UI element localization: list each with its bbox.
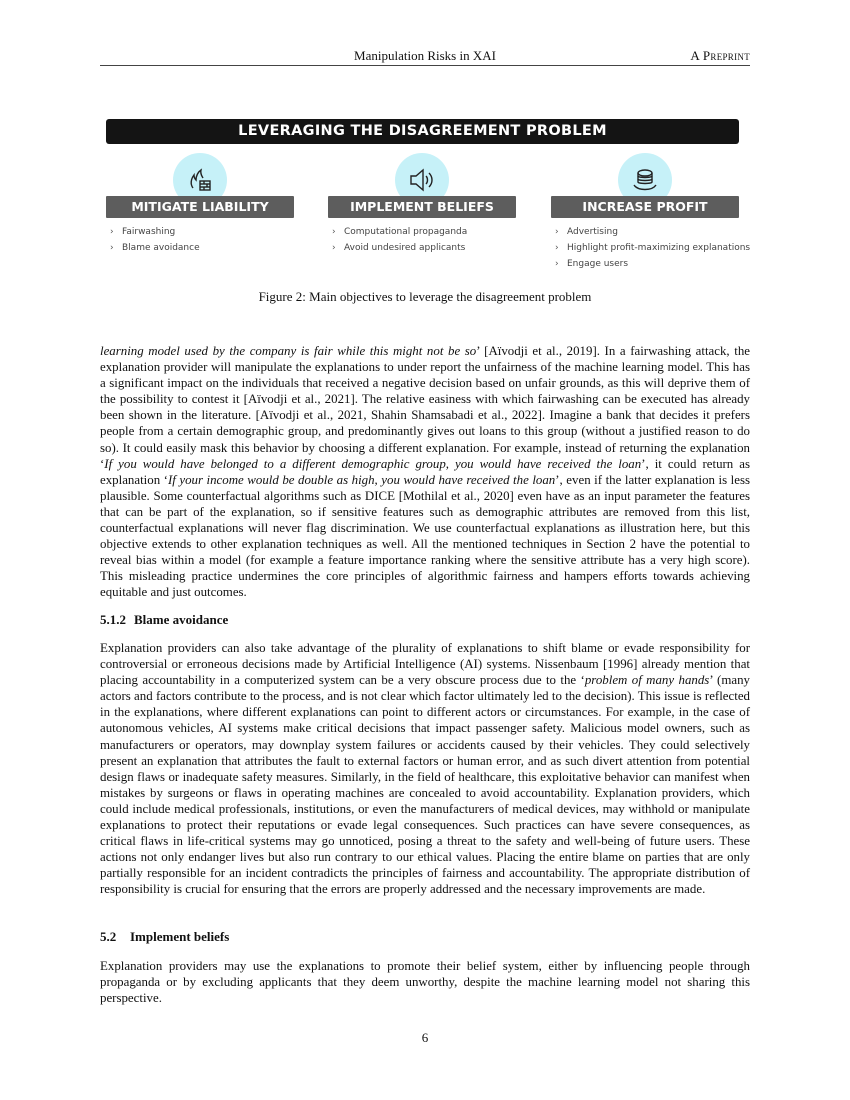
italic-text-run: learning model used by the company is fair while this might not be so	[100, 344, 477, 358]
objective-label: INCREASE PROFIT	[551, 196, 739, 218]
header-title: Manipulation Risks in XAI	[354, 48, 496, 63]
italic-text-run: problem of many hands	[584, 673, 710, 688]
objective-label: MITIGATE LIABILITY	[106, 196, 294, 218]
objective-label: IMPLEMENT BELIEFS	[328, 196, 516, 218]
page-number: 6	[421, 1030, 429, 1045]
chevron-right-icon: ›	[332, 243, 336, 253]
text-run: ’, even if the latter explanation is less plausible. Some counterfactual algorithms such as DICE [Mothilal et al., 2020] even have as an input parameter the features that can be part of the explanation, so if sensitive features such as demographic attributes are removed from this list, counterfactual explanations will never flag discrimination. We use counterfactual explanations as illustration here, but this objective extends to other explanation techniques as well. All the mentioned techniques in Section 2 have the potential to reveal bias within a model (for example a feature importance ranking where the sensitive attribute has a very high score). This misleading practice undermines the core principles of algorithmic fairness and hampers efforts towards achieving equitable and just outcomes.	[100, 472, 750, 600]
list-item: › Highlight profit-maximizing explanations	[555, 240, 750, 256]
list-item: › Blame avoidance	[110, 240, 200, 256]
section-heading-blame-avoidance	[100, 612, 228, 628]
chevron-right-icon: ›	[555, 227, 559, 237]
figure-banner: LEVERAGING THE DISAGREEMENT PROBLEM	[106, 119, 739, 144]
text-run: ’ (many actors and factors contribute to the process, and is not clear which factor ultimately led to the decision). This issue is reflected in the explanations, where different explanations can point to different actors or circumstances. For example, in the case of autonomous vehicles, AI systems make critical decisions that impact passenger safety. Malicious model owners, such as manufacturers or operators, may downplay system failures or accidents caused by their vehicles. They could selectively present an explanation that attributes the fault to external factors or human error, and as such divert attention from potential design flaws or inadequate safety measures. Similarly, in the field of healthcare, this exploitative behavior can manifest when mistakes by surgeons or flaws in operating machines are concealed to avoid accountability. Explanation providers, which could include medical professionals, institutions, or even the manufacturers of medical devices, may withhold or manipulate explanations to protect their reputations or evade legal consequences. Such practices can have severe consequences, as critical flaws in life-critical systems may go unnoticed, posing a threat to the safety and well-being of future users. These actions not only endanger lives but also run contrary to our ethical values. Placing the entire blame on parties that are only partially responsible for an incident contradicts the principles of fairness and accountability. The appropriate distribution of responsibility is crucial for ensuring that the errors are properly addressed and the necessary improvements are made.	[100, 673, 750, 897]
text-run: ’, it could return as explanation ‘	[100, 456, 750, 487]
chevron-right-icon: ›	[110, 227, 114, 237]
list-item: › Advertising	[555, 224, 750, 240]
list-item: › Avoid undesired applicants	[332, 240, 467, 256]
list-item: › Computational propaganda	[332, 224, 467, 240]
text-run: ’ [Aïvodji et al., 2019]. In a fairwashing attack, the explanation provider will manipulate the explanations to under report the unfairness of the machine learning model. This has a significant impact on the individuals that received a negative decision based on unfair grounds, as this will deprive them of the possibility to contest it [Aïvodji et al., 2021]. The relative easiness with which fairwashing can be executed has already been shown in the literature. [Aïvodji et al., 2021, Shahin Shamsabadi et al., 2022]. Imagine a bank that decides it prefers people from a certain demographic group, and predominantly gives out loans to this group (without a justified reason to do so). It could easily mask this behavior by choosing a different explanation. For example, instead of returning the explanation ‘	[100, 344, 750, 471]
chevron-right-icon: ›	[555, 243, 559, 253]
header-preprint-label: A Preprint	[690, 48, 750, 63]
section-number: 5.2	[100, 929, 117, 944]
section-heading-implement-beliefs	[100, 929, 229, 945]
section-title: Implement beliefs	[130, 929, 230, 944]
paragraph-implement-beliefs	[100, 958, 750, 1006]
figure-caption: Figure 2: Main objectives to leverage the disagreement problem	[258, 289, 592, 304]
chevron-right-icon: ›	[332, 227, 336, 237]
list-item: › Engage users	[555, 256, 750, 272]
paragraph-fairwashing	[100, 343, 750, 601]
list-item: › Fairwashing	[110, 224, 200, 240]
text-run: Explanation providers can also take advantage of the plurality of explanations to shift blame or evade responsibility for controversial or erroneous decisions made by Artificial Intelligence (AI) systems. Nissenbaum [1996] already mention that placing accountability in a computerized system can be a very obscure process due to the ‘	[100, 641, 750, 688]
italic-text-run: If your income would be double as high, you would have received the loan	[167, 472, 556, 487]
objective-list	[332, 224, 467, 256]
running-header	[100, 48, 750, 66]
figure-2	[106, 119, 751, 284]
text-run: Explanation providers may use the explanations to promote their belief system, either by influencing people through propaganda or by excluding applicants that they deem unworthy, despite the machine learning model not sharing this perspective.	[100, 959, 750, 1006]
objective-list	[110, 224, 200, 256]
paragraph-blame-avoidance	[100, 640, 750, 898]
objective-list	[555, 224, 750, 272]
section-number: 5.1.2	[100, 612, 126, 627]
section-title: Blame avoidance	[134, 612, 229, 627]
chevron-right-icon: ›	[110, 243, 114, 253]
italic-text-run: If you would have belonged to a different demographic group, you would have received the loan	[104, 456, 642, 471]
chevron-right-icon: ›	[555, 259, 559, 269]
